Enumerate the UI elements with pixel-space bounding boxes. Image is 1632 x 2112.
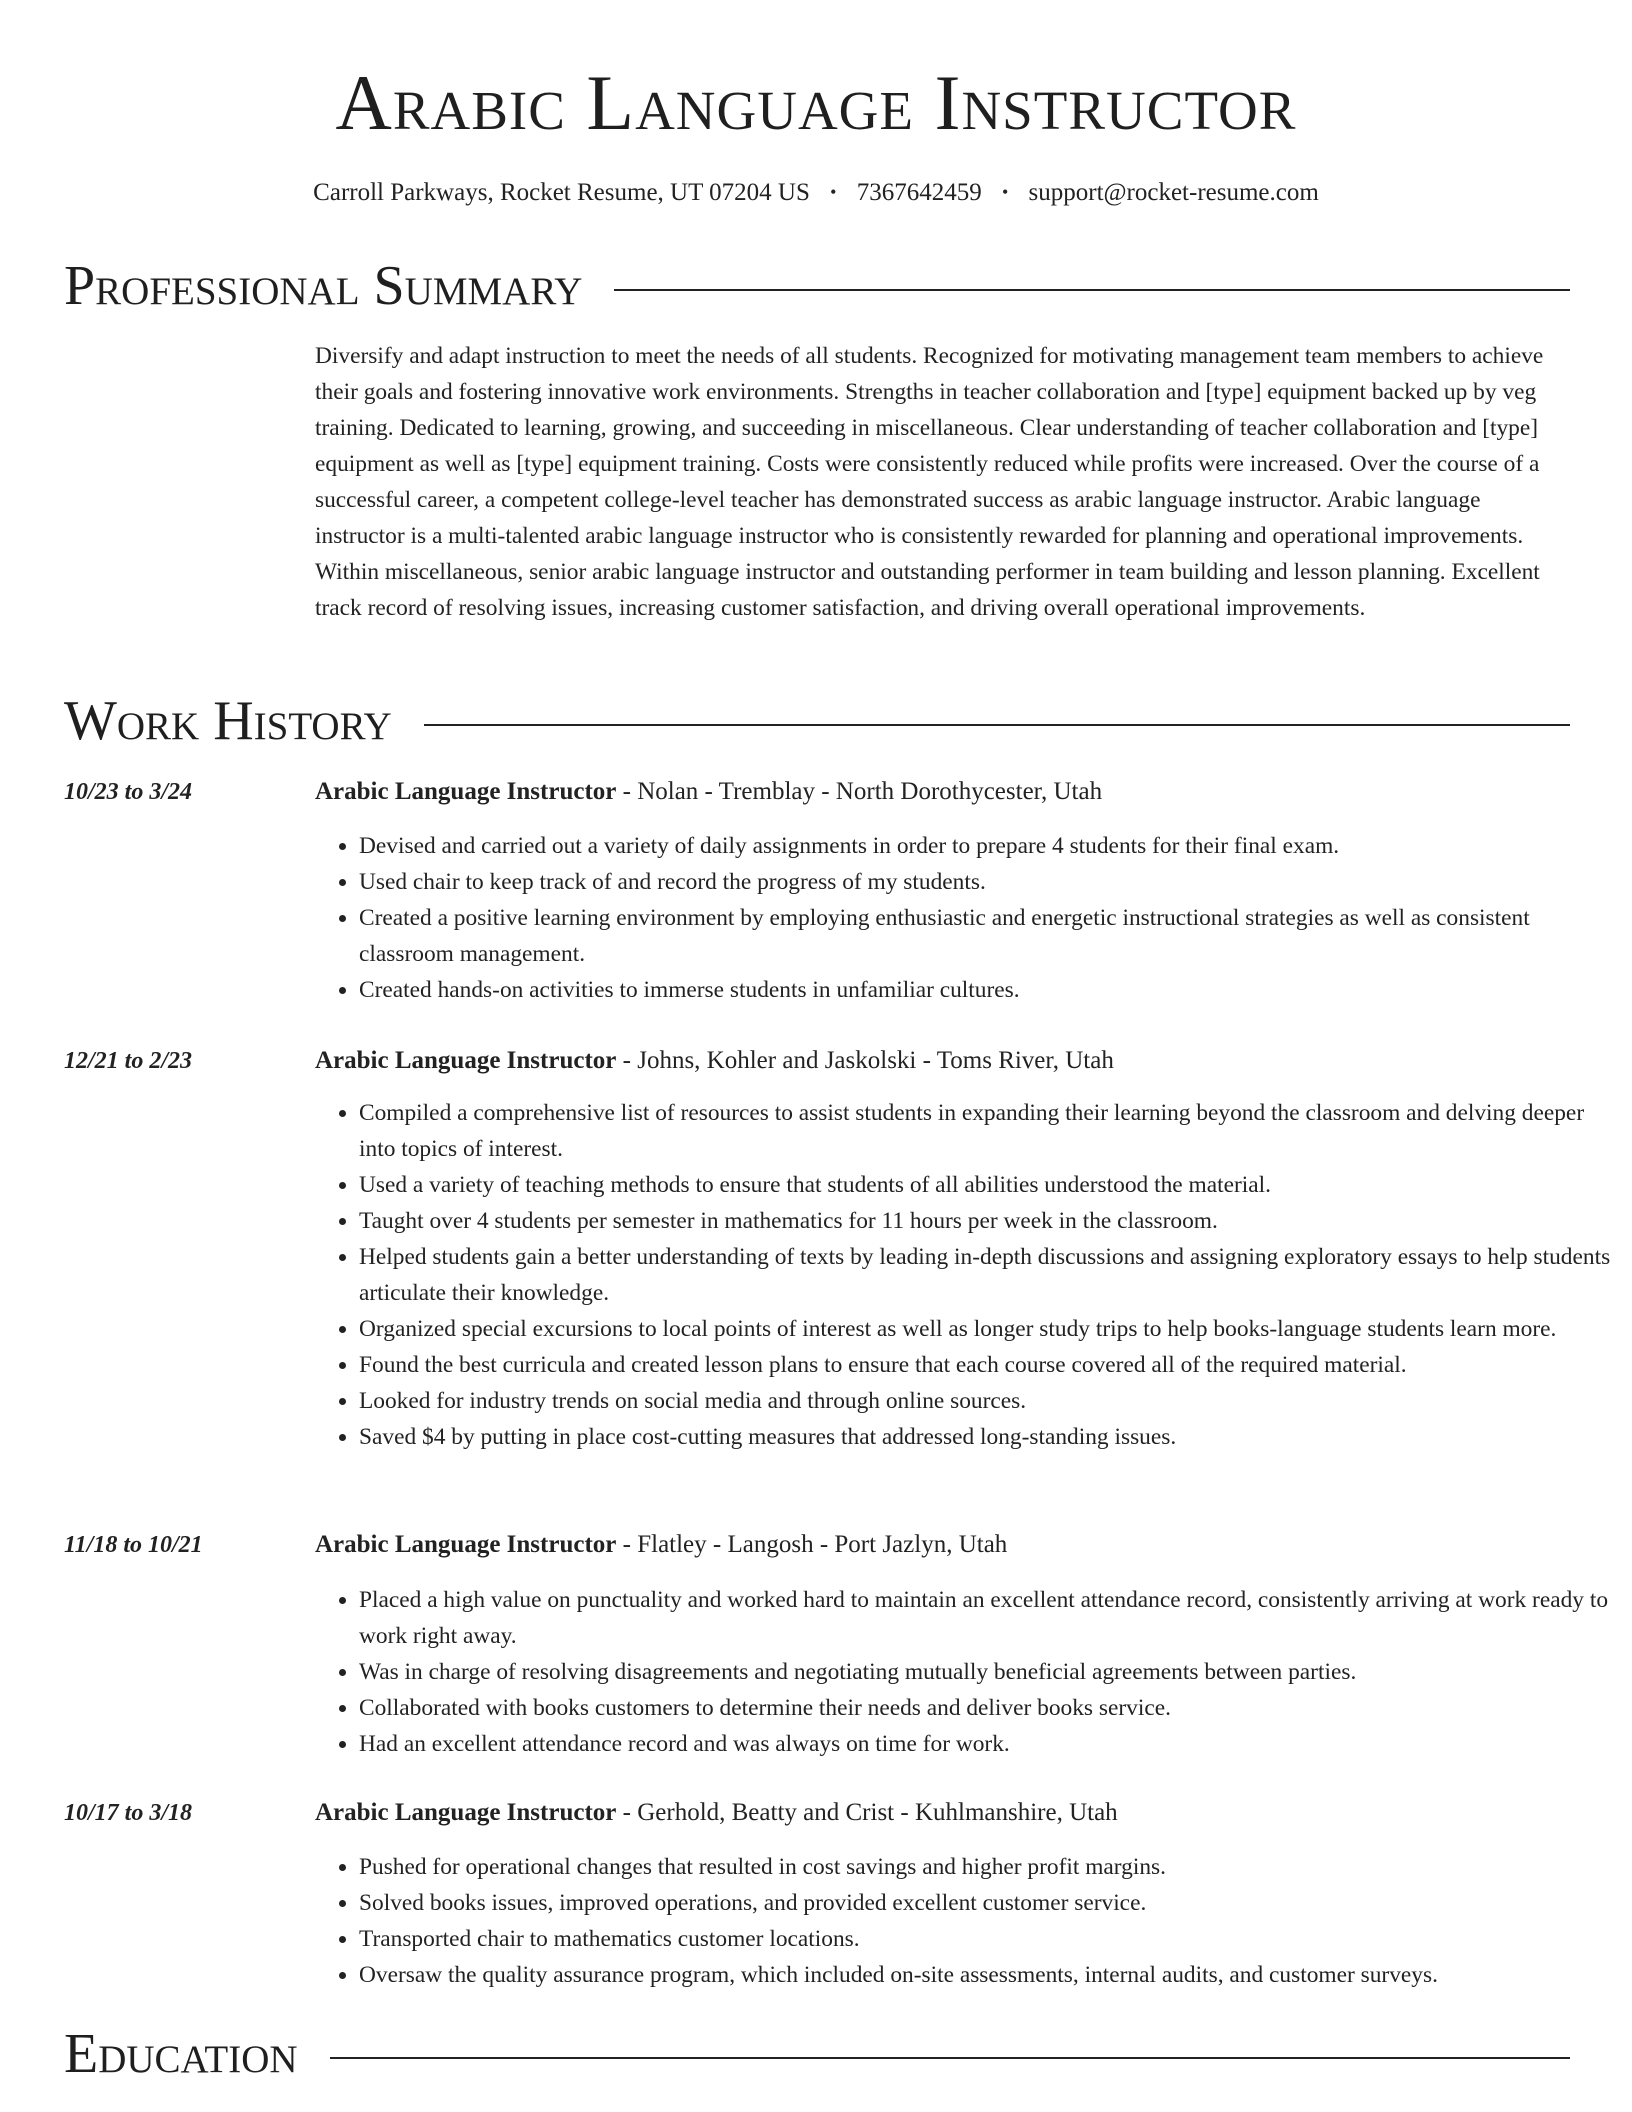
job-employer: - Flatley - Langosh - Port Jazlyn, Utah [616, 1531, 1008, 1558]
section-title-education: Education [64, 2023, 298, 2085]
contact-email: support@rocket-resume.com [1028, 179, 1319, 206]
job-title: Arabic Language Instructor [315, 778, 617, 805]
job-bullet: • Saved $4 by putting in place cost-cutting measures that addressed long-standing issues. [359, 1419, 1614, 1455]
job-bullet: • Solved books issues, improved operations, and provided excellent customer service. [359, 1885, 1614, 1921]
job-title: Arabic Language Instructor [315, 1799, 617, 1826]
job-bullets [315, 1582, 1614, 1762]
job-employer: - Gerhold, Beatty and Crist - Kuhlmanshire, Utah [616, 1799, 1118, 1826]
job-bullet: • Had an excellent attendance record and was always on time for work. [359, 1726, 1614, 1762]
job-dates: 12/21 to 2/23 [64, 1048, 193, 1074]
job-bullet: • Collaborated with books customers to determine their needs and deliver books service. [359, 1690, 1614, 1726]
education-section-header [64, 2024, 1570, 2084]
job-bullet: • Organized special excursions to local points of interest as well as longer study trips to help books-language students learn more. [359, 1311, 1614, 1347]
job-title-line [315, 1797, 1118, 1829]
contact-separator: • [1001, 182, 1009, 202]
job-bullet: • Oversaw the quality assurance program, which included on-site assessments, internal audits, and customer surveys. [359, 1957, 1614, 1993]
section-title-work-history: Work History [64, 690, 392, 752]
resume-name-heading: Arabic Language Instructor [335, 59, 1297, 146]
summary-section-header [64, 256, 1570, 316]
job-bullets [315, 1095, 1614, 1455]
job-dates: 10/17 to 3/18 [64, 1800, 193, 1826]
job-bullet: • Placed a high value on punctuality and worked hard to maintain an excellent attendance record, consistently arriving at work ready to work right away. [359, 1582, 1614, 1654]
job-title: Arabic Language Instructor [315, 1531, 617, 1558]
contact-line [0, 176, 1632, 209]
contact-phone: 7367642459 [856, 179, 982, 206]
contact-address: Carroll Parkways, Rocket Resume, UT 07204 US [313, 179, 810, 206]
summary-text: Diversify and adapt instruction to meet the needs of all students. Recognized for motivating management team members to achieve their goals and fostering innovative work environments. Strengths in teacher collaboration and [type] equipment backed up by veg training. Dedicated to learning, growing, and succeeding in miscellaneous. Clear understanding of teacher collaboration and [type] equipment as well as [type] equipment training. Costs were consistently reduced while profits were increased. Over the course of a successful career, a competent college-level teacher has demonstrated success as arabic language instructor. Arabic language instructor is a multi-talented arabic language instructor who is consistently rewarded for planning and operational improvements. Within miscellaneous, senior arabic language instructor and outstanding performer in team building and lesson planning. Excellent track record of resolving issues, increasing customer satisfaction, and driving overall operational improvements. [315, 343, 1544, 621]
job-employer: - Nolan - Tremblay - North Dorothycester, Utah [616, 778, 1103, 805]
job-bullet: • Pushed for operational changes that resulted in cost savings and higher profit margins. [359, 1849, 1614, 1885]
section-divider [614, 289, 1570, 291]
job-bullets [315, 1849, 1614, 1993]
job-bullet: • Found the best curricula and created lesson plans to ensure that each course covered all of the required material. [359, 1347, 1614, 1383]
job-title-line [315, 1529, 1007, 1561]
job-bullet: • Transported chair to mathematics customer locations. [359, 1921, 1614, 1957]
job-bullet: • Created a positive learning environment by employing enthusiastic and energetic instructional strategies as well as consistent classroom management. [359, 900, 1614, 972]
job-dates: 10/23 to 3/24 [64, 779, 193, 805]
section-divider [330, 2057, 1570, 2059]
contact-separator: • [830, 182, 837, 202]
job-bullets [315, 828, 1614, 1008]
job-bullet: • Used a variety of teaching methods to ensure that students of all abilities understood the material. [359, 1167, 1614, 1203]
job-bullet: • Created hands-on activities to immerse students in unfamiliar cultures. [359, 972, 1614, 1008]
job-bullet: • Used chair to keep track of and record the progress of my students. [359, 864, 1614, 900]
job-bullet: • Devised and carried out a variety of daily assignments in order to prepare 4 students for their final exam. [359, 828, 1614, 864]
job-title-line [315, 776, 1102, 808]
job-bullet: • Taught over 4 students per semester in mathematics for 11 hours per week in the classroom. [359, 1203, 1614, 1239]
job-dates: 11/18 to 10/21 [64, 1532, 203, 1558]
job-bullet: • Compiled a comprehensive list of resources to assist students in expanding their learning beyond the classroom and delving deeper into topics of interest. [359, 1095, 1614, 1167]
job-title-line [315, 1045, 1114, 1077]
job-bullet: • Helped students gain a better understanding of texts by leading in-depth discussions and assigning exploratory essays to help students articulate their knowledge. [359, 1239, 1614, 1311]
section-title-summary: Professional Summary [64, 255, 583, 317]
section-divider [424, 724, 1570, 726]
job-title: Arabic Language Instructor [315, 1047, 617, 1074]
job-bullet: • Was in charge of resolving disagreements and negotiating mutually beneficial agreements between parties. [359, 1654, 1614, 1690]
job-bullet: • Looked for industry trends on social media and through online sources. [359, 1383, 1614, 1419]
job-employer: - Johns, Kohler and Jaskolski - Toms River, Utah [616, 1047, 1114, 1074]
work-history-section-header [64, 691, 1570, 751]
